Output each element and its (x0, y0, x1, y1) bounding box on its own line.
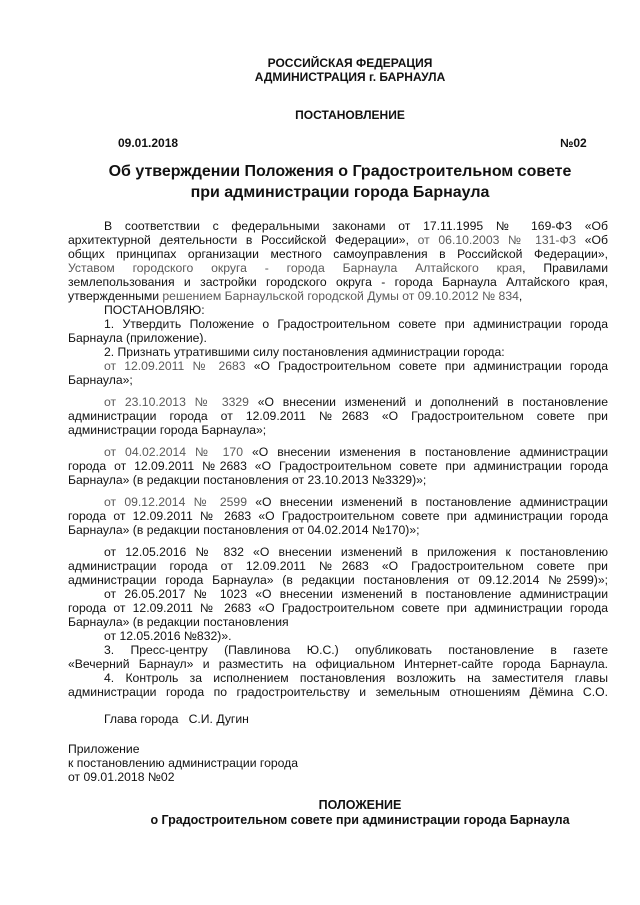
body-line (68, 289, 608, 303)
body-line (68, 261, 608, 275)
body-text-segment: , Правилами (522, 261, 608, 275)
body-text-segment: администрации города Барнаула» (в редакции постановления от 09.12.2014 №2599)»; (68, 573, 608, 587)
body-reference-text: от 04.02.2014 № 170 (104, 445, 243, 459)
body-line (104, 303, 608, 317)
body-text-segment: общих принципах организации местного самоуправления в Российской Федерации», (68, 247, 608, 261)
body-line (68, 685, 608, 699)
body-reference-text: от 23.10.2013 № 3329 (104, 395, 249, 409)
body-line (104, 317, 608, 331)
body-line (68, 615, 608, 629)
body-line (68, 459, 608, 473)
body-text-segment: землепользования и застройки городского округа - города Барнаула Алтайского края, (68, 275, 608, 289)
body-text-segment: 1. Утвердить Положение о Градостроительном совете при администрации города (104, 317, 608, 331)
body-line (68, 601, 608, 615)
body-line (68, 373, 608, 387)
body-text-segment: города от 12.09.2011 № 2683 «О Градостроительном совете при администрации города (68, 601, 608, 615)
body-line (104, 495, 608, 509)
body-text-segment: «Вечерний Барнаул» и разместить на официальном Интернет-сайте города Барнаула. (68, 657, 608, 671)
body-text-segment: Барнаула» (в редакции постановления от 23.10.2013 №3329)»; (68, 473, 427, 487)
body-text-segment: «О Градостроительном совете при администрации города (245, 359, 608, 373)
body-line (104, 587, 608, 601)
body-line (104, 345, 608, 359)
document-date: 09.01.2018 (118, 136, 179, 150)
body-line (104, 445, 608, 459)
body-line (68, 247, 608, 261)
body-text-segment: 3. Пресс-центру (Павлинова Ю.С.) опубликовать постановление в газете (104, 643, 608, 657)
body-text-segment: администрации города по градостроительству и земельным отношениям Дёмина С.О. (68, 685, 608, 699)
body-line (104, 545, 608, 559)
body-line (104, 395, 608, 409)
body-text-segment: В соответствии с федеральными законами от 17.11.1995 № 169-ФЗ «Об (104, 219, 608, 233)
document-number: №02 (560, 136, 587, 150)
body-line (104, 219, 608, 233)
body-line (68, 573, 608, 587)
body-line (104, 643, 608, 657)
body-text-segment: Барнаула» (в редакции постановления от 04.02.2014 №170)»; (68, 523, 420, 537)
body-line (68, 657, 608, 671)
body-line (68, 331, 608, 345)
body-line (68, 473, 608, 487)
body-line (68, 275, 608, 289)
body-line (68, 409, 608, 423)
body-line (68, 233, 608, 247)
body-text-segment: Барнаула» (в редакции постановления (68, 615, 289, 629)
body-text-segment: «О внесении изменения в постановление администрации (243, 445, 609, 459)
document-title-line-1: Об утверждении Положения о Градостроительном совете (108, 163, 572, 180)
body-text-segment: города от 12.09.2011 № 2683 «О Градостроительном совете при администрации города (68, 509, 608, 523)
body-reference-text: решением Барнаульской городской Думы от 09.10.2012 № 834 (162, 289, 519, 303)
body-line (104, 359, 608, 373)
body-line (68, 423, 608, 437)
body-reference-text: от 09.12.2014 № 2599 (104, 495, 247, 509)
body-text-segment: «О внесении изменений в постановление администрации (246, 495, 608, 509)
document-type: ПОСТАНОВЛЕНИЕ (295, 108, 405, 122)
body-reference-text: от 12.09.2011 № 2683 (104, 359, 246, 373)
body-line (104, 629, 608, 643)
body-text-segment: «Об (576, 233, 608, 247)
body-text-segment: администрации города от 12.09.2011 №2683 «О Градостроительном совете при (68, 409, 608, 423)
body-text-segment: от 12.05.2016 №832)». (104, 629, 232, 643)
body-text-segment: администрации города от 12.09.2011 №2683 «О Градостроительном совете при (68, 559, 608, 573)
body-text-segment: , (518, 289, 523, 303)
body-reference-text: Уставом городского округа - города Барнаула Алтайского края (68, 261, 523, 275)
body-text-segment: от 26.05.2017 № 1023 «О внесении изменений в постановление администрации (104, 587, 608, 601)
body-line (68, 559, 608, 573)
body-text-segment: «О внесении изменений и дополнений в постановление (248, 395, 609, 409)
body-text-segment: Барнаула (приложение). (68, 331, 207, 345)
body-text-segment: города от 12.09.2011 №2683 «О Градостроительном совете при администрации города (68, 459, 608, 473)
regulation-title: ПОЛОЖЕНИЕ (318, 798, 402, 812)
body-line (104, 671, 608, 685)
body-reference-text: от 06.10.2003 № 131-ФЗ (417, 233, 577, 247)
body-text-segment: администрации города Барнаула»; (68, 423, 267, 437)
body-text-segment: Барнаула»; (68, 373, 133, 387)
body-text-segment: архитектурной деятельности в Российской Федерации», (68, 233, 418, 247)
appendix-line-2: к постановлению администрации города (68, 756, 299, 770)
header-country: РОССИЙСКАЯ ФЕДЕРАЦИЯ (267, 56, 433, 70)
document-title-line-2: при администрации города Барнаула (190, 184, 490, 201)
body-text-segment: ПОСТАНОВЛЯЮ: (104, 303, 205, 317)
body-text-segment: 2. Признать утратившими силу постановления администрации города: (104, 345, 505, 359)
body-text-segment: 4. Контроль за исполнением постановления возложить на заместителя главы (104, 671, 608, 685)
body-line (68, 509, 608, 523)
body-line (68, 523, 608, 537)
header-authority: АДМИНИСТРАЦИЯ г. БАРНАУЛА (254, 70, 446, 84)
regulation-subtitle: о Градостроительном совете при администрации города Барнаула (150, 813, 570, 827)
signature: Глава города С.И. Дугин (104, 712, 249, 726)
appendix-line-3: от 09.01.2018 №02 (68, 770, 175, 784)
body-text-segment: от 12.05.2016 № 832 «О внесении изменений в приложения к постановлению (104, 545, 608, 559)
body-text-segment: утвержденными (68, 289, 163, 303)
appendix-line-1: Приложение (68, 742, 140, 756)
